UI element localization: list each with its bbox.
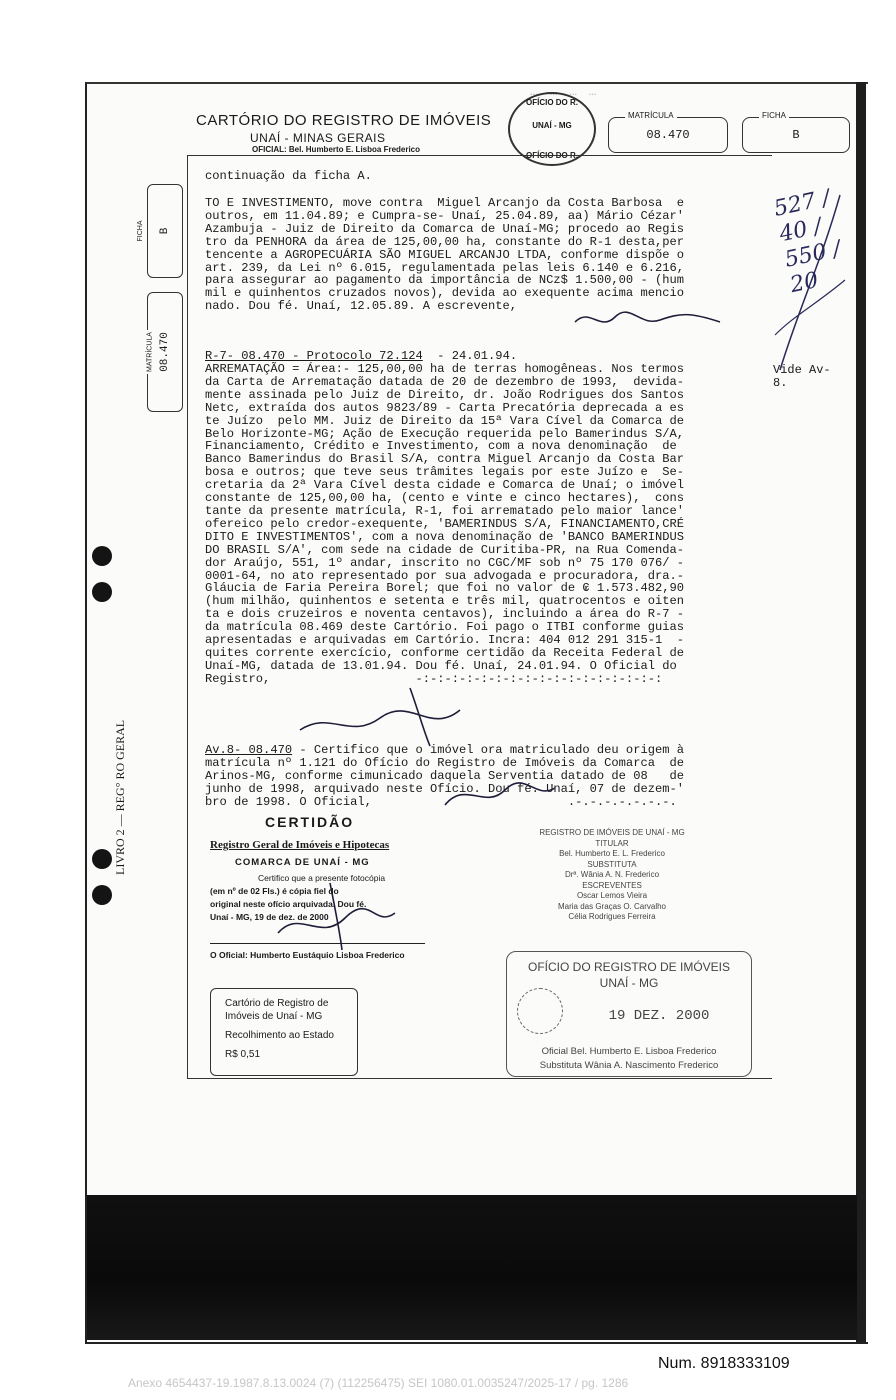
recolh-line: Cartório de Registro de: [225, 998, 329, 1009]
side-ficha-label: FICHA: [137, 220, 144, 242]
recolhimento-stamp: [210, 988, 358, 1076]
r7-date: - 24.01.94.: [422, 349, 518, 363]
r7-title: R-7- 08.470 - Protocolo 72.124: [205, 349, 423, 363]
seal-top-text: OFÍCIO DO R.: [526, 98, 578, 107]
certidao-oficial: O Oficial: Humberto Eustáquio Lisboa Frederico: [210, 950, 405, 960]
registry-staff-stamp: [522, 828, 702, 923]
stamp-line: Célia Rodrigues Ferreira: [568, 912, 656, 921]
av8-title: Av.8- 08.470: [205, 743, 293, 757]
handwritten-margin-numbers: 527 / 40 / 550 / 20: [771, 185, 844, 299]
livro-label: LIVRO 2 — REG° RO GERAL: [113, 719, 127, 875]
faint-header-text: … … … …: [530, 84, 599, 99]
side-matricula-box: [147, 292, 183, 412]
side-matricula-value: 08.470: [159, 332, 171, 372]
binder-hole: [92, 582, 112, 602]
scan-dark-band: [87, 1195, 857, 1340]
seal-middle-text: UNAÍ - MG: [532, 121, 572, 130]
r7-header: [205, 350, 517, 363]
ficha-box: [742, 111, 850, 153]
binder-hole: [92, 546, 112, 566]
recolh-line: Recolhimento ao Estado: [225, 1030, 334, 1041]
handwritten-strokes: [760, 185, 850, 375]
binder-hole: [92, 885, 112, 905]
matricula-value: 08.470: [646, 128, 690, 142]
scan-edge-shadow: [856, 82, 866, 1342]
certidao-line6: Unaí - MG, 19 de dez. de 2000: [210, 912, 329, 922]
stamp-line: Oscar Lemos Vieira: [576, 891, 648, 900]
certidao-line4: (em nº de 02 Fls.) é cópia fiel do: [210, 886, 339, 896]
date-stamp-date: 19 DEZ. 2000: [608, 1008, 710, 1024]
ficha-label: FICHA: [759, 111, 789, 120]
registry-title: CARTÓRIO DO REGISTRO DE IMÓVEIS: [196, 112, 492, 129]
certidao-line5: original neste ofício arquivada. Dou fé.: [210, 899, 367, 909]
date-stamp-substituta: Substituta Wânia A. Nascimento Frederico: [539, 1060, 719, 1071]
continuation-line: continuação da ficha A.: [205, 169, 372, 183]
margin-note-vide-av8: Vide Av- 8.: [773, 363, 831, 390]
stamp-line: Maria das Graças O. Carvalho: [557, 901, 667, 911]
certidao-line3: Certifico que a presente fotocópia: [258, 873, 386, 883]
stamp-line: REGISTRO DE IMÓVEIS DE UNAÍ - MG: [539, 828, 685, 837]
signature-1: [570, 302, 730, 336]
r7-text: ARREMATAÇÃO = Área:- 125,00,00 ha de terras homogêneas. Nos termos da Carta de Arrematação datada de 20 de dezembro de 1993, devida- mente assinada pelo Juiz de Direito, dr. João Rodrigues dos Santos Netc, extraída dos autos 9823/89 - Carta Precatória deprecada a es te Juízo pelo MM. Juiz de Direito da 15ª Vara Cível da Comarca de Belo Horizonte-MG; Ação de Execução requerida pelo Bamerindus S/A, Financiamento, Crédito e Investimento, com a nova denominação de Banco Bamerindus do Brasil S/A, contra Miguel Arcanjo da Costa Bar bosa e outros; que teve seus trâmites legais por este Juízo e Se- cretaria da 2ª Vara Cível desta cidade e Comarca de Unaí; o imóvel constante de 125,00,00 ha, (cento e vinte e cinco hectares), cons tante da presente matrícula, R-1, foi arrematado pelo maior lance' ofereico pelo credor-exequente, 'BAMERINDUS S/A, FINANCIAMENTO,CRÉ DITO E INVESTIMENTOS', com a nova denominação de 'BANCO BAMERINDUS DO BRASIL S/A', com sede na cidade de Curitiba-PR, na Rua Comenda- dor Araújo, 551, 1º andar, inscrito no CGC/MF sob nº 75 170 076/ - 0001-64, no ato representado por sua advogada e procuradora, dra.- Gláucia de Faria Pereira Borel; que foi no valor de ₢ 1.573.482,90 (hum milhão, quinhentos e setenta e três mil, quatrocentos e oiten ta e dois cruzeiros e noventa centavos), incluindo a área do R-7 - da matrícula 08.469 deste Cartório. Foi pago o ITBI conforme guias apresentadas e arquivadas em Cartório. Incra: 404 012 291 315-1 - quites corrente exercício, conforme certidão da Receita Federal de Unaí-MG, datada de 13.01.94. Dou fé. Unaí, 24.01.94. O Oficial do Registro, -:-:-:-:-:-:-:-:-:-:-:-:-:-:-:-:-:: [205, 362, 684, 686]
av8-text: - Certifico que o imóvel ora matriculado deu origem à matrícula nº 1.121 do Ofício do Registro de Imóveis da Comarca de Arinos-MG, conforme cimunicado daquela Serventia datado de 08 de junho de 1998, arquivado neste Ofício. Dou fé. Unaí, 07 de dezem-' bro de 1998. O Oficial, .-.-.-.-.-.-.-.: [205, 743, 684, 809]
date-stamp-oficial: Oficial Bel. Humberto E. Lisboa Frederico: [541, 1046, 717, 1057]
date-stamp-city: UNAÍ - MG: [599, 976, 659, 990]
side-ficha-box: [137, 184, 183, 278]
stamp-line: SUBSTITUTA: [587, 859, 637, 869]
matricula-box: [608, 111, 728, 153]
certidao-rule: [210, 943, 425, 944]
side-ficha-value: B: [159, 227, 171, 235]
registry-oficial: OFICIAL: Bel. Humberto E. Lisboa Frederico: [252, 145, 421, 154]
document-number: Num. 8918333109: [658, 1355, 790, 1372]
stamp-line: Bel. Humberto E. L. Frederico: [559, 849, 665, 858]
stamp-line: Drª. Wânia A. N. Frederico: [564, 870, 660, 879]
recolh-amount: R$ 0,51: [225, 1049, 261, 1060]
stamp-line: TITULAR: [595, 838, 629, 848]
certidao-registry: Registro Geral de Imóveis e Hipotecas: [210, 839, 390, 851]
date-stamp-title: OFÍCIO DO REGISTRO DE IMÓVEIS: [527, 960, 731, 974]
ficha-value: B: [792, 128, 800, 142]
date-stamp: [506, 951, 752, 1077]
seal-bottom-text: OFÍCIO DO R.: [526, 151, 578, 160]
recolh-line: Imóveis de Unaí - MG: [225, 1011, 323, 1022]
stamp-line: ESCREVENTES: [582, 880, 642, 890]
registry-city: UNAÍ - MINAS GERAIS: [250, 131, 386, 145]
binder-hole: [92, 849, 112, 869]
coat-of-arms-icon: [517, 988, 563, 1034]
matricula-label: MATRÍCULA: [625, 111, 677, 120]
certidao-title: CERTIDÃO: [265, 814, 355, 830]
entry-continued-paragraph: TO E INVESTIMENTO, move contra Miguel Arcanjo da Costa Barbosa e outros, em 11.04.89; e Cumpra-se- Unaí, 25.04.89, aa) Mário Cézar' Azambuja - Juiz de Direito da Comarca de Unaí-MG; procedo ao Regis tro da PENHORA da área de 125,00,00 ha, constante do R-1 desta,per tencente a AGROPECUÁRIA SÃO MIGUEL ARCANJO LTDA, conforme dispõe o art. 239, da Lei nº 6.015, regulamentada pelas leis 6.140 e 6.216, para assegurar ao pagamento da importância de NCz$ 1.500,00 - (hum mil e quinhentos cruzados novos), devida ao exequente acima mencio nado. Dou fé. Unaí, 12.05.89. A escrevente,: [205, 196, 684, 314]
annex-reference: Anexo 4654437-19.1987.8.13.0024 (7) (112256475) SEI 1080.01.0035247/2025-17 / pg. 1286: [128, 1376, 629, 1390]
side-matricula-label: MATRÍCULA: [146, 332, 154, 372]
signature-3: [440, 770, 560, 815]
signature-2: [290, 680, 500, 750]
certidao-comarca: COMARCA DE UNAÍ - MG: [235, 857, 370, 868]
